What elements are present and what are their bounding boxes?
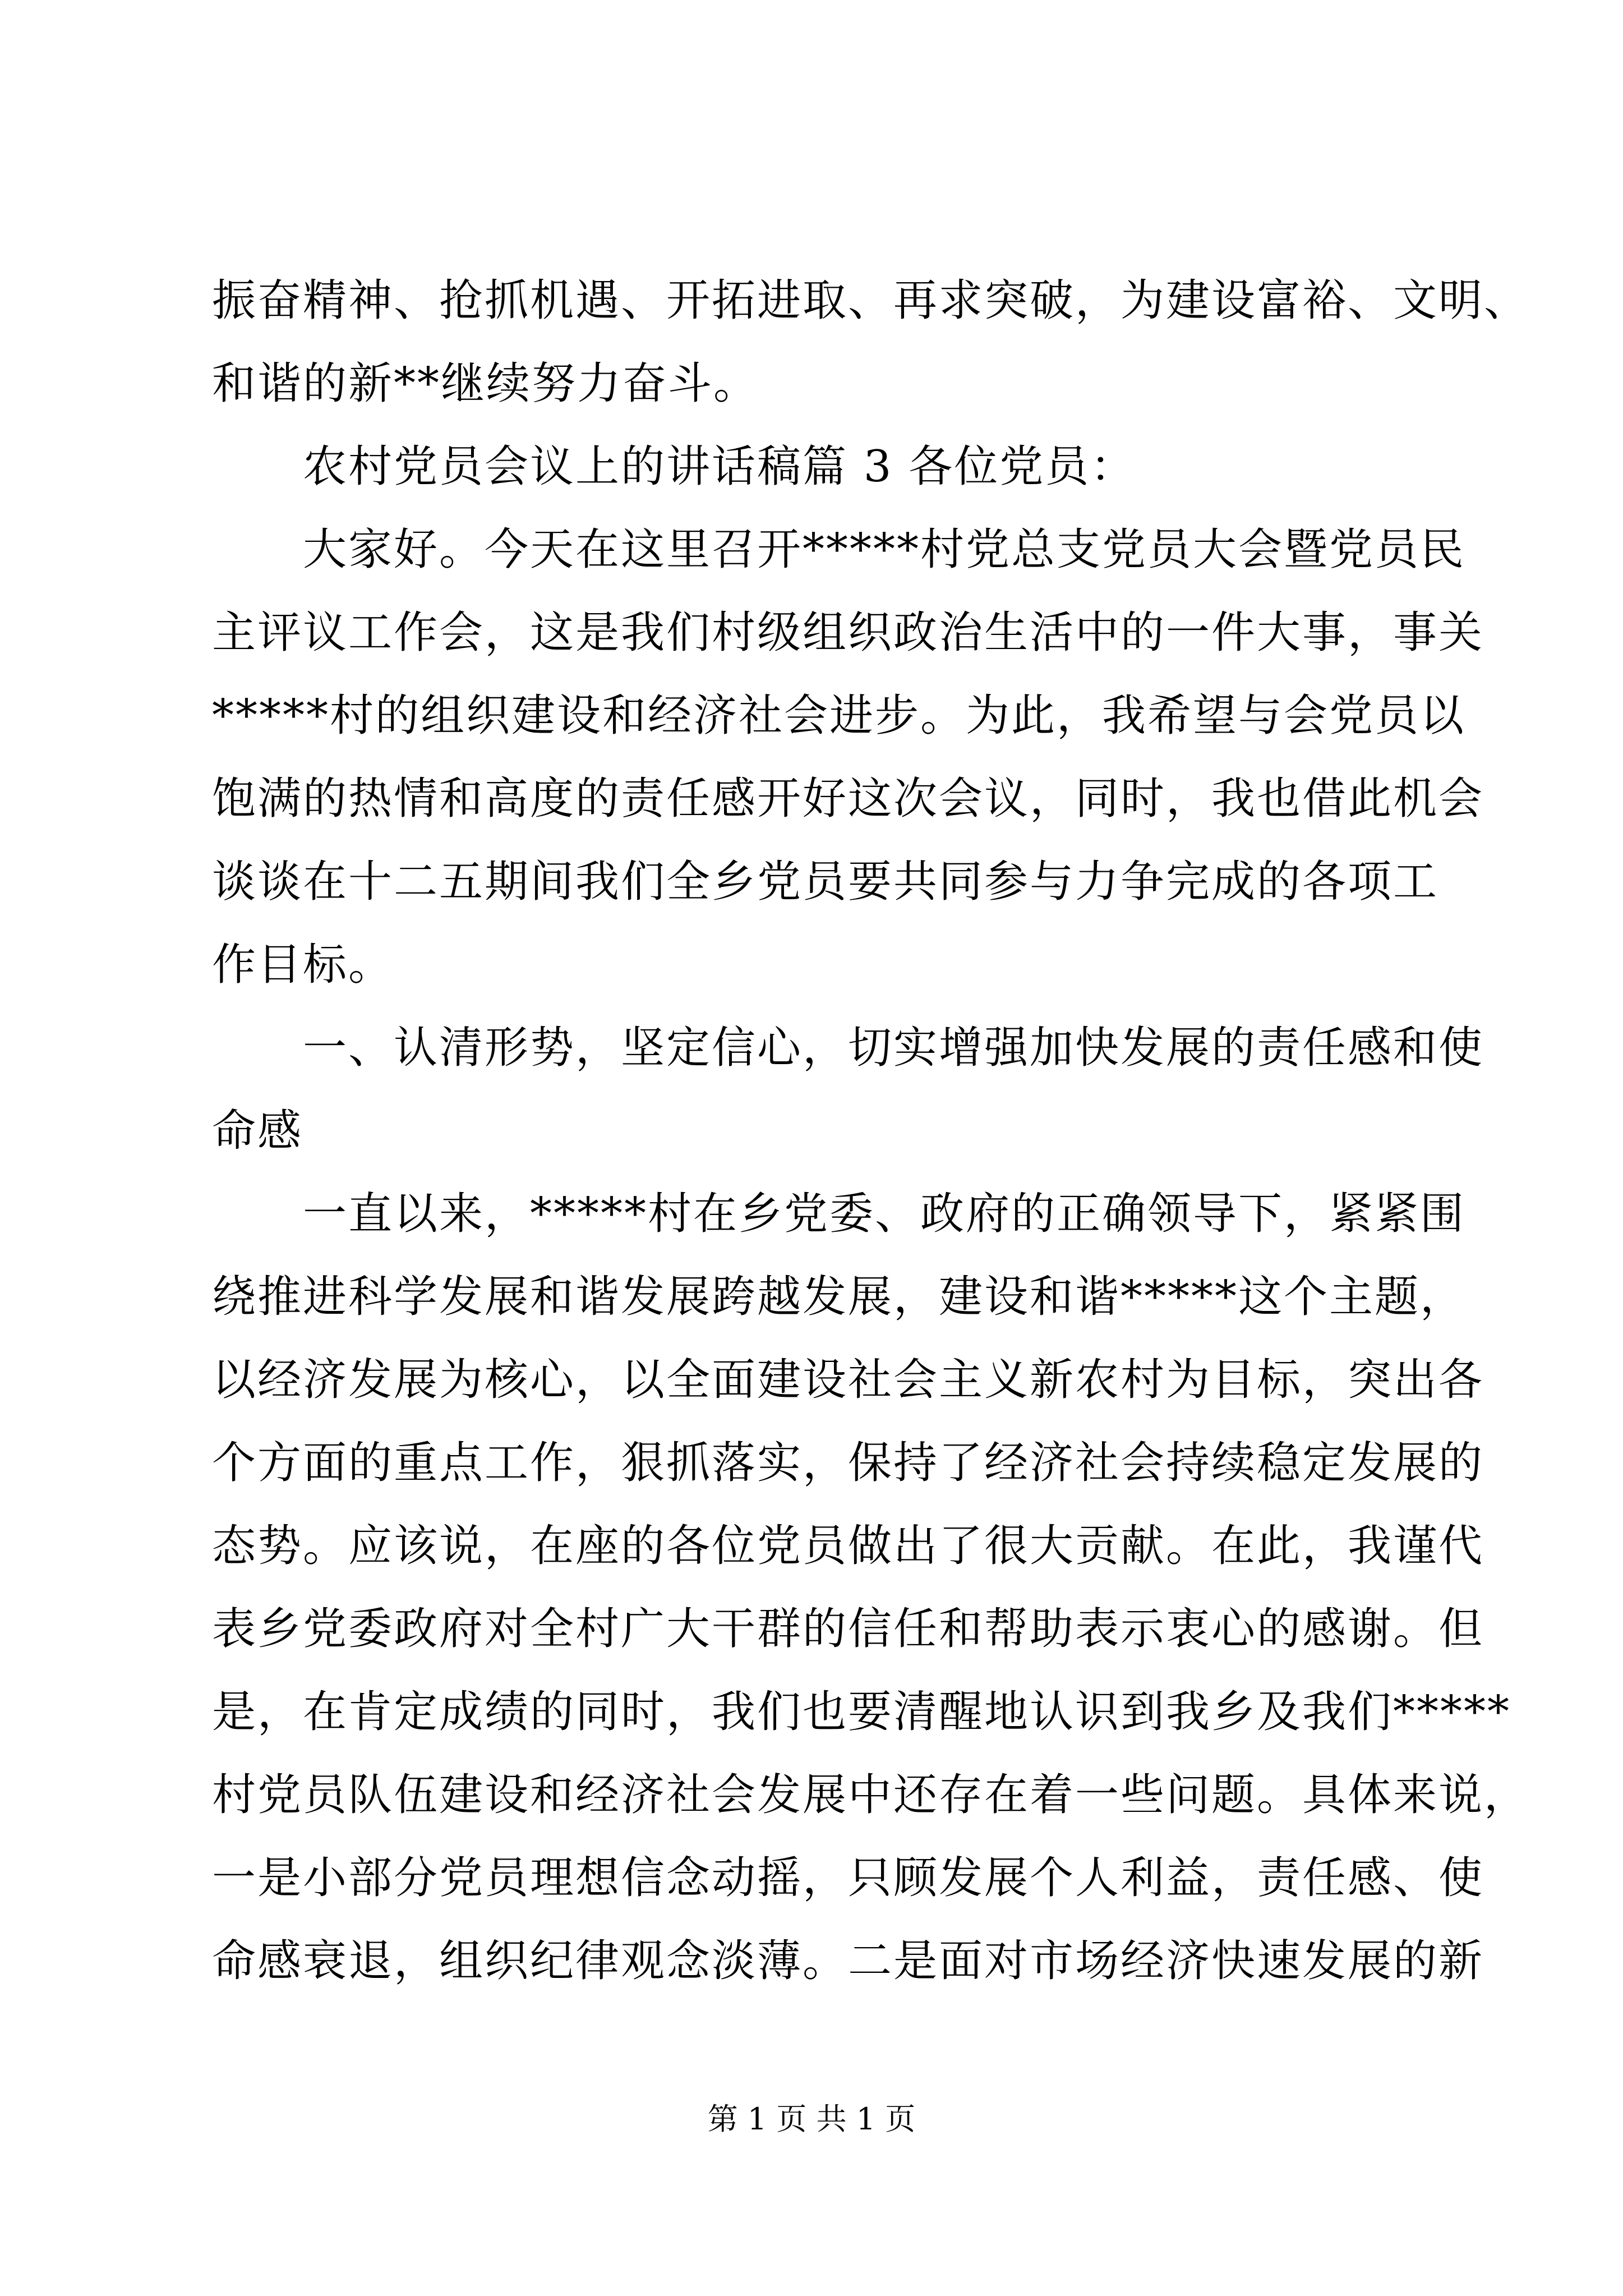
- text-line: *****村的组织建设和经济社会进步。为此，我希望与会党员以: [212, 691, 1466, 741]
- section-title-line: 农村党员会议上的讲话稿篇 3 各位党员：: [303, 441, 1136, 492]
- text-line: 谈谈在十二五期间我们全乡党员要共同参与力争完成的各项工: [212, 857, 1439, 907]
- text-line: 以经济发展为核心，以全面建设社会主义新农村为目标，突出各: [212, 1355, 1484, 1405]
- text-line: 大家好。今天在这里召开*****村党总支党员大会暨党员民: [303, 524, 1466, 575]
- page-number-footer: 第 1 页 共 1 页: [707, 2101, 916, 2137]
- text-line: 个方面的重点工作，狠抓落实，保持了经济社会持续稳定发展的: [212, 1438, 1484, 1488]
- text-line: 是，在肯定成绩的同时，我们也要清醒地认识到我乡及我们*****: [212, 1687, 1511, 1737]
- text-line: 振奋精神、抢抓机遇、开拓进取、再求突破，为建设富裕、文明、: [212, 275, 1530, 326]
- text-line: 作目标。: [212, 940, 394, 990]
- text-line: 和谐的新**继续努力奋斗。: [212, 358, 759, 409]
- text-line: 一是小部分党员理想信念动摇，只顾发展个人利益，责任感、使: [212, 1853, 1484, 1903]
- text-line: 态势。应该说，在座的各位党员做出了很大贡献。在此，我谨代: [212, 1521, 1484, 1571]
- text-line: 表乡党委政府对全村广大干群的信任和帮助表示衷心的感谢。但: [212, 1604, 1484, 1654]
- document-body: [212, 259, 1530, 2003]
- text-line: 命感衰退，组织纪律观念淡薄。二是面对市场经济快速发展的新: [212, 1936, 1484, 1986]
- heading-line: 一、认清形势，坚定信心，切实增强加快发展的责任感和使: [303, 1023, 1484, 1073]
- heading-line: 命感: [212, 1106, 303, 1156]
- text-line: 一直以来，*****村在乡党委、政府的正确领导下，紧紧围: [303, 1189, 1466, 1239]
- text-line: 绕推进科学发展和谐发展跨越发展，建设和谐*****这个主题，: [212, 1272, 1466, 1322]
- text-line: 主评议工作会，这是我们村级组织政治生活中的一件大事，事关: [212, 608, 1484, 658]
- text-line: 饱满的热情和高度的责任感开好这次会议，同时，我也借此机会: [212, 774, 1484, 824]
- text-line: 村党员队伍建设和经济社会发展中还存在着一些问题。具体来说，: [212, 1770, 1530, 1820]
